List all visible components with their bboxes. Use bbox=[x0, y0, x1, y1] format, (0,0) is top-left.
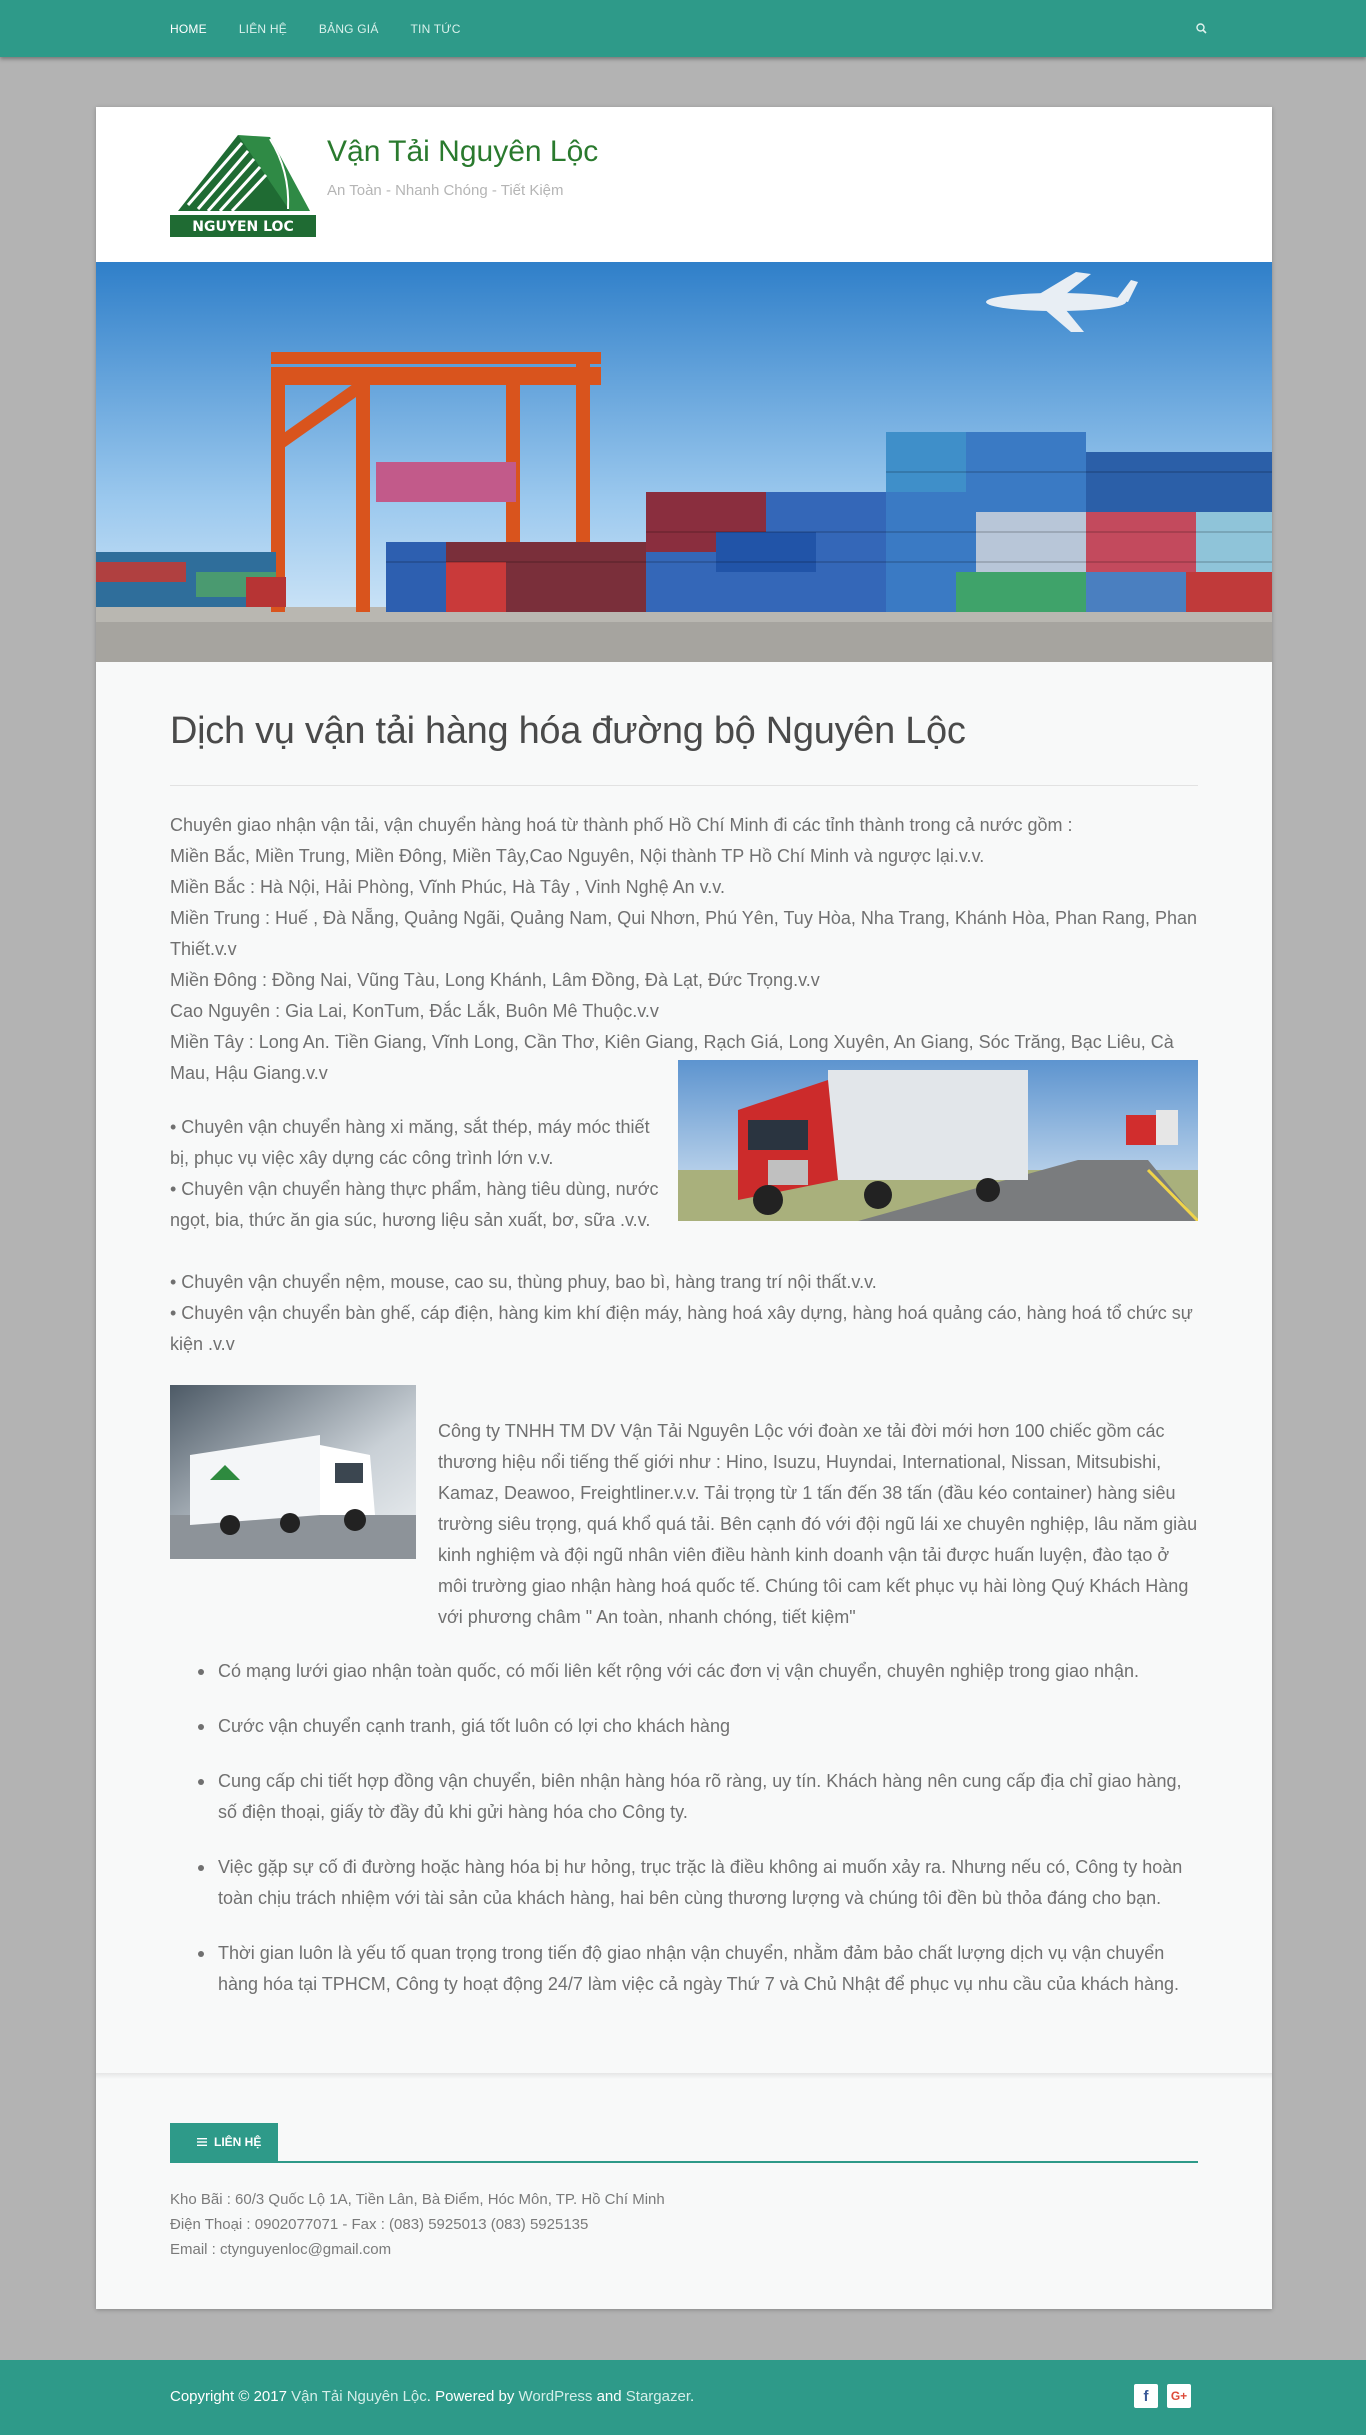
contact-phone: Điện Thoại : 0902077071 - Fax : (083) 5925013 (083) 5925135 bbox=[170, 2216, 589, 2233]
site-tagline: An Toàn - Nhanh Chóng - Tiết Kiệm bbox=[327, 182, 564, 199]
service-item: • Chuyên vận chuyển hàng xi măng, sắt thép, máy móc thiết bị, phục vụ việc xây dựng các công trình lớn v.v. bbox=[170, 1117, 650, 1168]
title-divider bbox=[170, 785, 1198, 786]
svg-text:NGUYEN LOC: NGUYEN LOC bbox=[192, 219, 294, 235]
feature-item: Cước vận chuyển cạnh tranh, giá tốt luôn có lợi cho khách hàng bbox=[218, 1711, 1198, 1742]
intro-line: Chuyên giao nhận vận tải, vận chuyển hàng hoá từ thành phố Hồ Chí Minh đi các tỉnh thành trong cả nước gồm : bbox=[170, 815, 1073, 835]
feature-item: Có mạng lưới giao nhận toàn quốc, có mối liên kết rộng với các đơn vị vận chuyển, chuyên nghiệp trong giao nhận. bbox=[218, 1656, 1198, 1687]
intro-line: Miền Trung : Huế , Đà Nẵng, Quảng Ngãi, Quảng Nam, Qui Nhơn, Phú Yên, Tuy Hòa, Nha Trang, Khánh Hòa, Phan Rang, Phan Thiết.v.v bbox=[170, 908, 1198, 959]
footer-site-link[interactable]: Vận Tải Nguyên Lộc bbox=[291, 2388, 427, 2405]
intro-paragraph bbox=[170, 810, 1198, 1089]
intro-line: Miền Đông : Đồng Nai, Vũng Tàu, Long Khánh, Lâm Đồng, Đà Lạt, Đức Trọng.v.v bbox=[170, 970, 820, 990]
facebook-icon[interactable]: f bbox=[1134, 2384, 1158, 2408]
service-item: • Chuyên vận chuyển nệm, mouse, cao su, thùng phuy, bao bì, hàng trang trí nội thất.v.v. bbox=[170, 1272, 877, 1292]
intro-line: Miền Bắc, Miền Trung, Miền Đông, Miền Tây,Cao Nguyên, Nội thành TP Hồ Chí Minh và ngược lại.v.v. bbox=[170, 846, 985, 866]
feature-item: Cung cấp chi tiết hợp đồng vận chuyển, biên nhận hàng hóa rõ ràng, uy tín. Khách hàng nên cung cấp địa chỉ giao hàng, số điện thoại, giấy tờ đầy đủ khi gửi hàng hóa cho Công ty. bbox=[218, 1766, 1198, 1828]
nav-bang-gia[interactable]: BẢNG GIÁ bbox=[318, 21, 379, 36]
service-item: • Chuyên vận chuyển bàn ghế, cáp điện, hàng kim khí điện máy, hàng hoá xây dựng, hàng hoá quảng cáo, hàng hoá tổ chức sự kiện .v.v bbox=[170, 1303, 1193, 1354]
company-paragraph bbox=[170, 1416, 1198, 1633]
services-list-top bbox=[170, 1112, 670, 1236]
intro-line: Miền Tây : Long An. Tiền Giang, Vĩnh Long, Cần Thơ, Kiên Giang, Rạch Giá, Long Xuyên, An Giang, Sóc Trăng, Bạc Liêu, Cà Mau, Hậu Giang.v.v bbox=[170, 1032, 1174, 1083]
nav-lien-he[interactable]: LIÊN HỆ bbox=[238, 21, 287, 36]
search-icon[interactable] bbox=[1194, 21, 1210, 37]
red-truck-image bbox=[678, 1060, 1198, 1221]
intro-line: Miền Bắc : Hà Nội, Hải Phòng, Vĩnh Phúc, Hà Tây , Vinh Nghệ An v.v. bbox=[170, 877, 725, 897]
nav-home[interactable]: HOME bbox=[170, 21, 207, 36]
post-title: Dịch vụ vận tải hàng hóa đường bộ Nguyên Lộc bbox=[170, 710, 966, 752]
post-content bbox=[96, 107, 1272, 2309]
powered-by-text: . Powered by bbox=[426, 2388, 519, 2405]
feature-item: Việc gặp sự cố đi đường hoặc hàng hóa bị hư hỏng, trục trặc là điều không ai muốn xảy ra. Nhưng nếu có, Công ty hoàn toàn chịu trách nhiệm với tài sản của khách hàng, hai bên cùng thương lượng và chúng tôi đền bù thỏa đáng cho bạn. bbox=[218, 1852, 1198, 1914]
service-item: • Chuyên vận chuyển hàng thực phẩm, hàng tiêu dùng, nước ngọt, bia, thức ăn gia súc, hương liệu sản xuất, bơ, sữa .v.v. bbox=[170, 1179, 659, 1230]
nav-tin-tuc[interactable]: TIN TỨC bbox=[410, 21, 461, 36]
copyright-prefix: Copyright © 2017 bbox=[170, 2388, 292, 2405]
contact-address: Kho Bãi : 60/3 Quốc Lộ 1A, Tiền Lân, Bà Điểm, Hóc Môn, TP. Hồ Chí Minh bbox=[170, 2191, 665, 2208]
site-footer bbox=[0, 2360, 1366, 2435]
company-text: Công ty TNHH TM DV Vận Tải Nguyên Lộc với đoàn xe tải đời mới hơn 100 chiếc gồm các thương hiệu nổi tiếng thế giới như : Hino, Isuzu, Huyndai, International, Nissan, Mitsubishi, Kamaz, Deawoo, Freightliner.v.v. Tải trọng từ 1 tấn đến 38 tấn (đầu kéo container) hàng siêu trường siêu trọng, quá khổ quá tải. Bên cạnh đó với đội ngũ lái xe chuyên nghiệp, lâu năm giàu kinh nghiệm và đội ngũ nhân viên điều hành kinh doanh vận tải được huấn luyện, đào tạo ở môi trường giao nhận hàng hoá quốc tế. Chúng tôi cam kết phục vụ hài lòng Quý Khách Hàng với phương châm " An toàn, nhanh chóng, tiết kiệm" bbox=[438, 1421, 1198, 1627]
copyright-text bbox=[170, 2388, 694, 2405]
features-list bbox=[218, 1656, 1198, 2024]
services-list-bottom bbox=[170, 1267, 1198, 1360]
intro-line: Cao Nguyên : Gia Lai, KonTum, Đắc Lắk, Buôn Mê Thuộc.v.v bbox=[170, 1001, 659, 1021]
main-menu bbox=[170, 0, 493, 57]
top-navigation bbox=[0, 0, 1366, 57]
google-plus-icon[interactable]: G+ bbox=[1167, 2384, 1191, 2408]
site-title[interactable]: Vận Tải Nguyên Lộc bbox=[327, 135, 599, 168]
widget-title: LIÊN HỆ bbox=[214, 2135, 262, 2149]
stargazer-link[interactable]: Stargazer bbox=[625, 2388, 691, 2405]
wordpress-link[interactable]: WordPress bbox=[518, 2388, 593, 2405]
period-text: . bbox=[690, 2388, 695, 2405]
and-text: and bbox=[592, 2388, 626, 2405]
feature-item: Thời gian luôn là yếu tố quan trọng trong tiến độ giao nhận vận chuyển, nhằm đảm bảo chất lượng dịch vụ vận chuyển hàng hóa tại TPHCM, Công ty hoạt động 24/7 làm việc cả ngày Thứ 7 và Chủ Nhật để phục vụ nhu cầu của khách hàng. bbox=[218, 1938, 1198, 2000]
contact-email: Email : ctynguyenloc@gmail.com bbox=[170, 2241, 392, 2258]
